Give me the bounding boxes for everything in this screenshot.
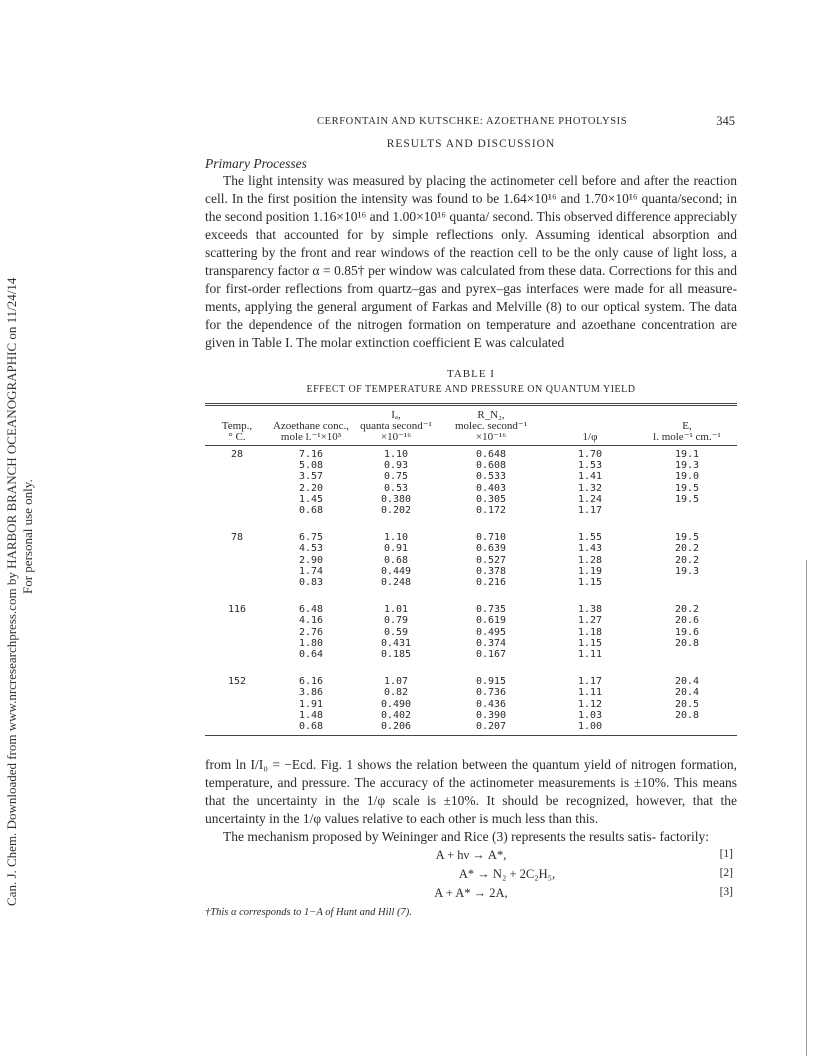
cell-rn: 0.735 0.619 0.495 0.374 0.167 xyxy=(475,604,507,661)
col-temp-header: Temp., ° C. xyxy=(221,420,253,443)
cell-phi: 1.55 1.43 1.28 1.19 1.15 xyxy=(577,532,603,589)
download-notice xyxy=(0,0,40,1056)
cell-temp: 28 xyxy=(230,449,244,460)
equation-3-expr: A + A* → 2A, xyxy=(434,886,508,901)
cell-conc: 7.16 5.08 3.57 2.20 1.45 0.68 xyxy=(298,449,324,517)
cell-temp: 152 xyxy=(227,676,247,688)
table-group-152 xyxy=(205,673,737,736)
cell-rn: 0.710 0.639 0.527 0.378 0.216 xyxy=(475,532,507,589)
running-title: CERFONTAIN AND KUTSCHKE: AZOETHANE PHOTOLYSIS xyxy=(317,116,628,127)
col-e-header: E, l. mole⁻¹ cm.⁻¹ xyxy=(653,420,721,443)
cell-e: 20.4 20.4 20.5 20.8 xyxy=(674,676,700,721)
cell-temp: 116 xyxy=(227,604,247,616)
cell-conc: 6.48 4.16 2.76 1.80 0.64 xyxy=(298,604,324,661)
equation-3-number: [3] xyxy=(719,886,733,899)
cell-e: 20.2 20.6 19.6 20.8 xyxy=(674,604,700,649)
table-group-78 xyxy=(205,529,737,601)
equation-2 xyxy=(205,867,737,886)
running-header xyxy=(205,112,737,132)
equation-3 xyxy=(205,886,737,905)
table-caption: EFFECT OF TEMPERATURE AND PRESSURE ON QUANTUM YIELD xyxy=(306,384,636,395)
download-notice-line2: For personal use only. xyxy=(20,479,35,594)
col-ia-header: Iₐ, quanta second⁻¹ ×10⁻¹⁶ xyxy=(360,409,432,443)
cell-e: 19.5 20.2 20.2 19.3 xyxy=(674,532,700,577)
paragraph-quantum-yield: from ln I/I₀ = −Ecd. Fig. 1 shows the relation between the quantum yield of nitrogen formation, temperature, and pressure. The accuracy of the actinometer measurements is ±10%. This means that the uncertainty in the 1/φ scale is ±10%. It should be recognized, however, that the uncertainty in the 1/φ values relative to each other is much less than this. xyxy=(205,757,737,827)
journal-page xyxy=(205,112,737,918)
equation-2-expr: A* → N₂ + 2C₂H₅, xyxy=(458,867,556,882)
subsection-title: Primary Processes xyxy=(205,156,307,171)
equation-1-number: [1] xyxy=(719,848,733,861)
table-number: TABLE I xyxy=(447,368,495,380)
table-row xyxy=(205,446,737,530)
cell-phi: 1.17 1.11 1.12 1.03 1.00 xyxy=(577,676,603,733)
col-conc-header: Azoethane conc., mole l.⁻¹×10³ xyxy=(272,420,350,443)
table-row xyxy=(205,529,737,601)
download-notice-line1: Can. J. Chem. Downloaded from www.nrcresearchpress.com by HARBOR BRANCH OCEANOGRAPHIC on 11/24/14 xyxy=(4,277,19,906)
footnote: †This α corresponds to 1−A of Hunt and Hill (7). xyxy=(205,907,412,919)
col-phi-header: 1/φ xyxy=(582,431,598,443)
cell-ia: 1.10 0.91 0.68 0.449 0.248 xyxy=(380,532,412,589)
cell-phi: 1.38 1.27 1.18 1.15 1.11 xyxy=(577,604,603,661)
page-number: 345 xyxy=(716,114,735,128)
cell-temp: 78 xyxy=(230,532,244,544)
table-group-28 xyxy=(205,446,737,530)
equation-1-expr: A + hν → A*, xyxy=(435,848,507,863)
table-group-116 xyxy=(205,601,737,673)
equation-2-number: [2] xyxy=(719,867,733,880)
col-rn-header: R_N₂, molec. second⁻¹ ×10⁻¹⁶ xyxy=(454,409,528,443)
cell-e: 19.1 19.3 19.0 19.5 19.5 xyxy=(674,449,700,505)
section-title: RESULTS AND DISCUSSION xyxy=(386,138,556,150)
cell-ia: 1.01 0.79 0.59 0.431 0.185 xyxy=(380,604,412,661)
paragraph-mechanism: The mechanism proposed by Weininger and Rice (3) represents the results satis- factorily: xyxy=(223,829,710,845)
cell-rn: 0.648 0.608 0.533 0.403 0.305 0.172 xyxy=(475,449,507,517)
cell-rn: 0.915 0.736 0.436 0.390 0.207 xyxy=(475,676,507,733)
table-row xyxy=(205,601,737,673)
scan-edge-line xyxy=(806,560,807,1056)
cell-conc: 6.16 3.86 1.91 1.48 0.68 xyxy=(298,676,324,733)
cell-conc: 6.75 4.53 2.90 1.74 0.83 xyxy=(298,532,324,589)
paragraph-light-intensity: The light intensity was measured by placing the actinometer cell before and after the reaction cell. In the first position the intensity was found to be 1.64×10¹⁶ and 1.70×10¹⁶ quanta/second; in the second position 1.16×10¹⁶ and 1.00×10¹⁶ quanta/ second. This observed difference appreciably exceeds that accounted for by simple reflections only. Assuming identical absorption and scattering by the front and rear windows of the reaction cell to be the only cause of light loss, a transparency factor α = 0.85† per window was calculated from these data. Corrections for this and for first-order reflections from quartz–gas and pyrex–gas interfaces were made for all measure- ments, applying the general argument of Farkas and Melville (8) to our optical system. The data for the dependence of the nitrogen formation on temperature and azoethane concentration are given in Table I. The molar extinction coefficient E was calculated xyxy=(205,173,737,350)
table-header-row xyxy=(205,405,737,446)
table-row xyxy=(205,673,737,736)
cell-ia: 1.10 0.93 0.75 0.53 0.380 0.202 xyxy=(380,449,412,517)
equation-1 xyxy=(205,848,737,867)
quantum-yield-table xyxy=(205,403,737,736)
equation-list xyxy=(205,848,737,905)
cell-phi: 1.70 1.53 1.41 1.32 1.24 1.17 xyxy=(577,449,603,517)
cell-ia: 1.07 0.82 0.490 0.402 0.206 xyxy=(380,676,412,733)
